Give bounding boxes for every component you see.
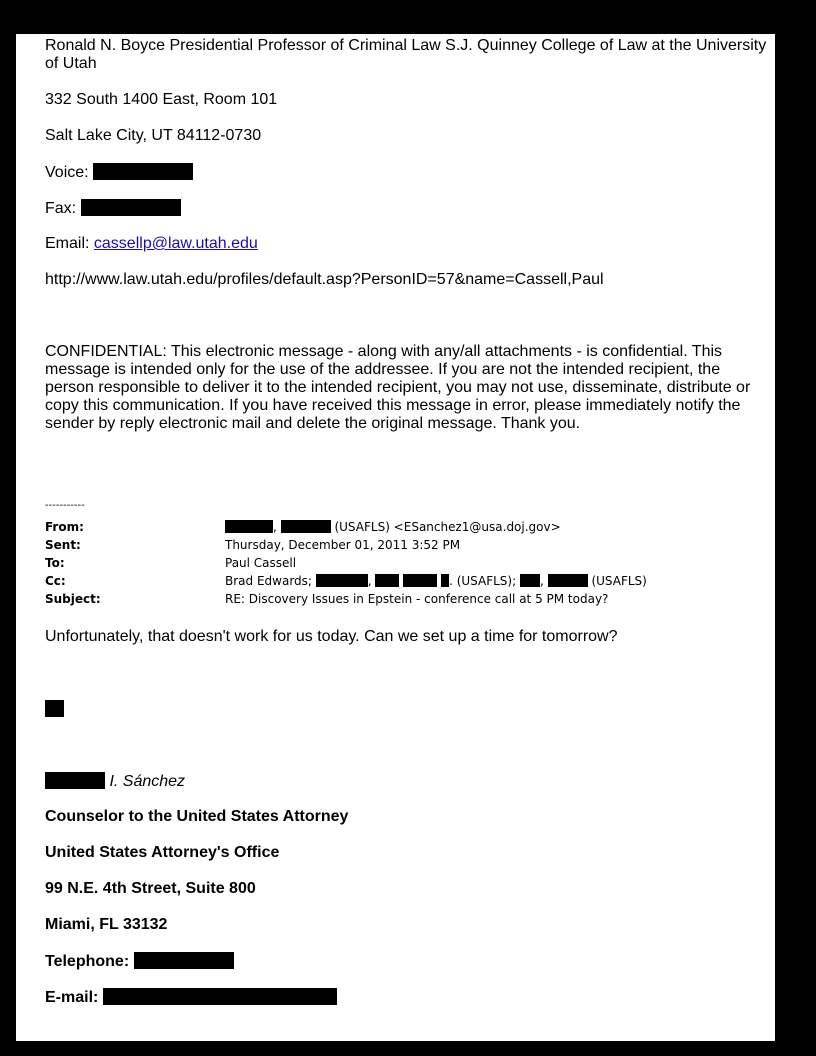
reply-sig-city: Miami, FL 33132 <box>45 916 168 933</box>
email-link[interactable]: cassellp@law.utah.edu <box>93 235 258 252</box>
message-body: Unfortunately, that doesn't work for us today. Can we set up a time for tomorrow? <box>45 628 618 645</box>
redaction-box <box>45 700 64 717</box>
confidentiality-notice: CONFIDENTIAL: This electronic message - along with any/all attachments - is confidential. This message is intended only for the use of the addressee. If you are not the intended recipient, the person responsible to deliver it to the intended recipient, you may not use, disseminate, distribute or copy this communication. If you have received this message in error, please immediately notify the sender by reply electronic mail and delete the original message. Thank you. <box>45 343 751 432</box>
reply-sig-name-suffix: I. Sánchez <box>109 773 186 790</box>
subject-value: RE: Discovery Issues in Epstein - conference call at 5 PM today? <box>225 592 609 606</box>
document-page <box>16 34 775 1041</box>
redaction-box <box>81 199 181 216</box>
reply-sig-role: Counselor to the United States Attorney <box>45 808 349 825</box>
subject-label: Subject: <box>45 592 101 606</box>
cc-value-end: (USAFLS) <box>591 574 647 588</box>
sent-value: Thursday, December 01, 2011 3:52 PM <box>225 538 461 552</box>
sender-address-line1: 332 South 1400 East, Room 101 <box>45 91 278 108</box>
reply-sig-telephone-line <box>45 952 234 971</box>
from-value-wrap: , (USAFLS) <ESanchez1@usa.doj.gov> <box>225 518 561 536</box>
sender-address-line2: Salt Lake City, UT 84112-0730 <box>45 127 262 144</box>
redaction-box <box>93 163 193 180</box>
redaction-box <box>225 520 273 533</box>
sent-label: Sent: <box>45 538 81 552</box>
voice-line <box>45 163 193 182</box>
redaction-box <box>548 574 588 587</box>
cc-value-wrap: Brad Edwards; , . (USAFLS); , (USAFLS) <box>225 574 647 588</box>
redaction-box <box>375 574 399 587</box>
cc-value-mid: . (USAFLS); <box>449 574 517 588</box>
redaction-box <box>281 520 331 533</box>
reply-sig-name <box>45 772 185 791</box>
redaction-box <box>103 988 337 1005</box>
redaction-box <box>45 772 105 789</box>
sender-title: Ronald N. Boyce Presidential Professor of Criminal Law S.J. Quinney College of Law at the University of Utah <box>45 37 767 72</box>
email-label: Email: <box>45 235 90 252</box>
redaction-box <box>316 574 368 587</box>
fax-line <box>45 199 181 218</box>
cc-value-start: Brad Edwards; <box>225 574 312 588</box>
redaction-box <box>441 574 449 587</box>
header-separator: ----------- <box>45 500 85 511</box>
fax-label: Fax: <box>45 200 77 217</box>
redaction-box <box>134 952 234 969</box>
telephone-label: Telephone: <box>45 953 130 970</box>
reply-sig-office: United States Attorney's Office <box>45 844 280 861</box>
profile-url: http://www.law.utah.edu/profiles/default.asp?PersonID=57&name=Cassell,Paul <box>45 271 604 288</box>
reply-sig-street: 99 N.E. 4th Street, Suite 800 <box>45 880 256 897</box>
redaction-box <box>520 574 540 587</box>
reply-sig-email-line <box>45 988 337 1007</box>
cc-label: Cc: <box>45 574 66 588</box>
to-value: Paul Cassell <box>225 556 297 570</box>
email-line <box>45 235 258 253</box>
reply-email-label: E-mail: <box>45 989 99 1006</box>
from-value: (USAFLS) <ESanchez1@usa.doj.gov> <box>334 520 561 534</box>
to-label: To: <box>45 556 65 570</box>
redaction-box <box>403 574 437 587</box>
from-label: From: <box>45 520 84 534</box>
voice-label: Voice: <box>45 164 89 181</box>
